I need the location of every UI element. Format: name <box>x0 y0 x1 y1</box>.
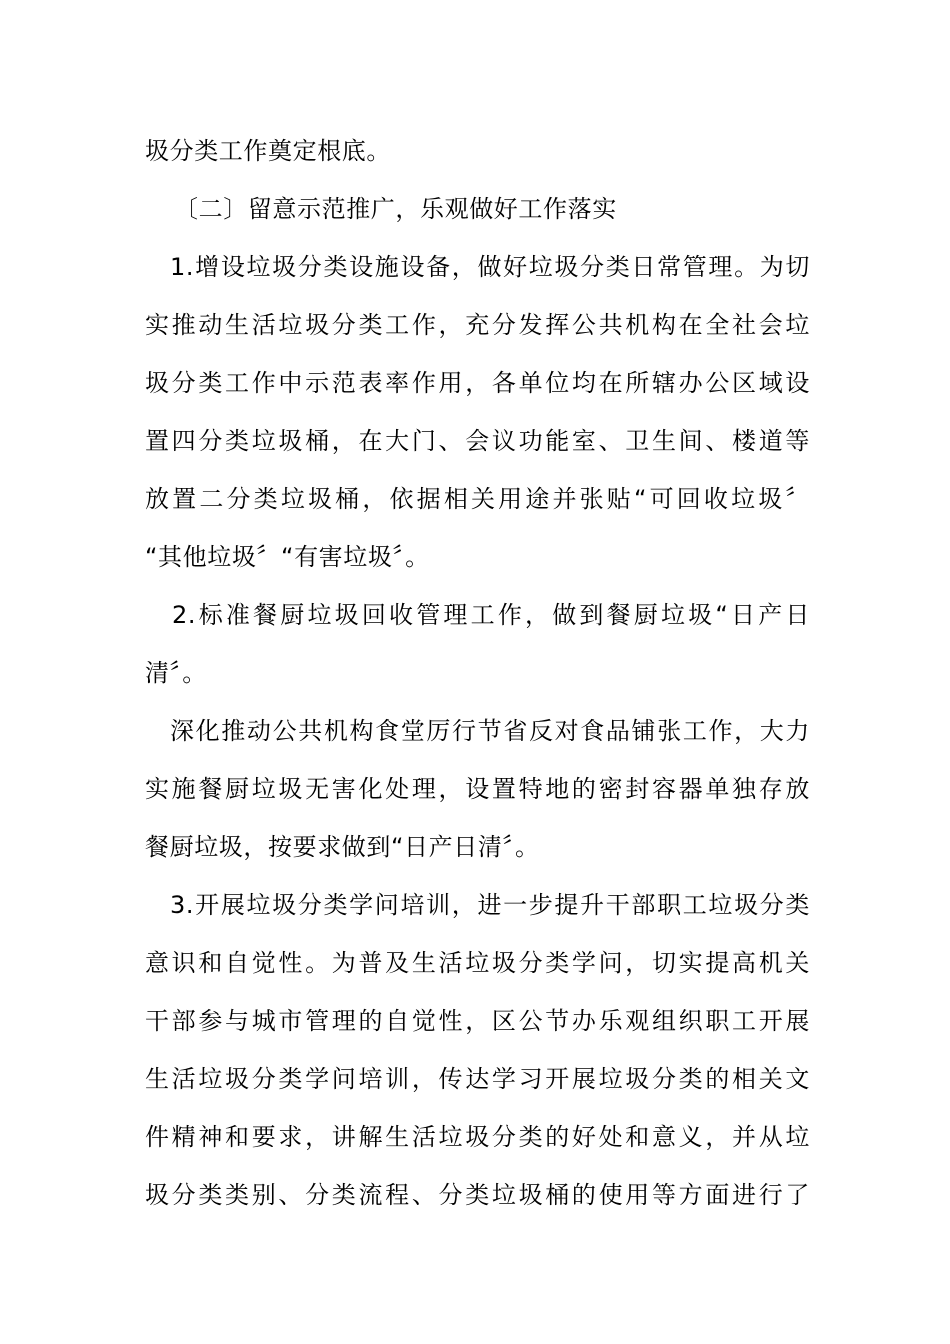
text-line: 件精神和要求，讲解生活垃圾分类的好处和意义，并从垃 <box>145 1123 810 1151</box>
text-line: 深化推动公共机构食堂厉行节省反对食品铺张工作，大力 <box>170 717 810 745</box>
text-line: 实推动生活垃圾分类工作，充分发挥公共机构在全社会垃 <box>145 311 810 339</box>
text-line: 圾分类工作中示范表率作用，各单位均在所辖办公区域设 <box>145 369 810 397</box>
text-line: 置四分类垃圾桶，在大门、会议功能室、卫生间、楼道等 <box>145 427 810 455</box>
text-line: 生活垃圾分类学问培训，传达学习开展垃圾分类的相关文 <box>145 1065 810 1093</box>
text-line: 放置二分类垃圾桶，依据相关用途并张贴“可回收垃圾〞 <box>145 485 810 513</box>
text-line: 圾分类工作奠定根底。 <box>145 137 391 165</box>
text-line: 干部参与城市管理的自觉性，区公节办乐观组织职工开展 <box>145 1007 810 1035</box>
text-line: 圾分类类别、分类流程、分类垃圾桶的使用等方面进行了 <box>145 1181 810 1209</box>
text-line: 清〞。 <box>145 659 207 687</box>
section-heading: 〔二〕留意示范推广，乐观做好工作落实 <box>174 195 617 223</box>
item-heading: 3.开展垃圾分类学问培训，进一步提升干部职工垃圾分类 <box>170 891 810 919</box>
text-line: 实施餐厨垃圾无害化处理，设置特地的密封容器单独存放 <box>145 775 810 803</box>
item-heading: 1.增设垃圾分类设施设备，做好垃圾分类日常管理。为切 <box>170 253 810 281</box>
text-line: 意识和自觉性。为普及生活垃圾分类学问，切实提高机关 <box>145 949 810 977</box>
text-line: 餐厨垃圾，按要求做到“日产日清〞。 <box>145 833 540 861</box>
item-heading: 2.标准餐厨垃圾回收管理工作，做到餐厨垃圾“日产日 <box>172 601 810 629</box>
text-line: “其他垃圾〞“有害垃圾〞。 <box>145 543 430 571</box>
